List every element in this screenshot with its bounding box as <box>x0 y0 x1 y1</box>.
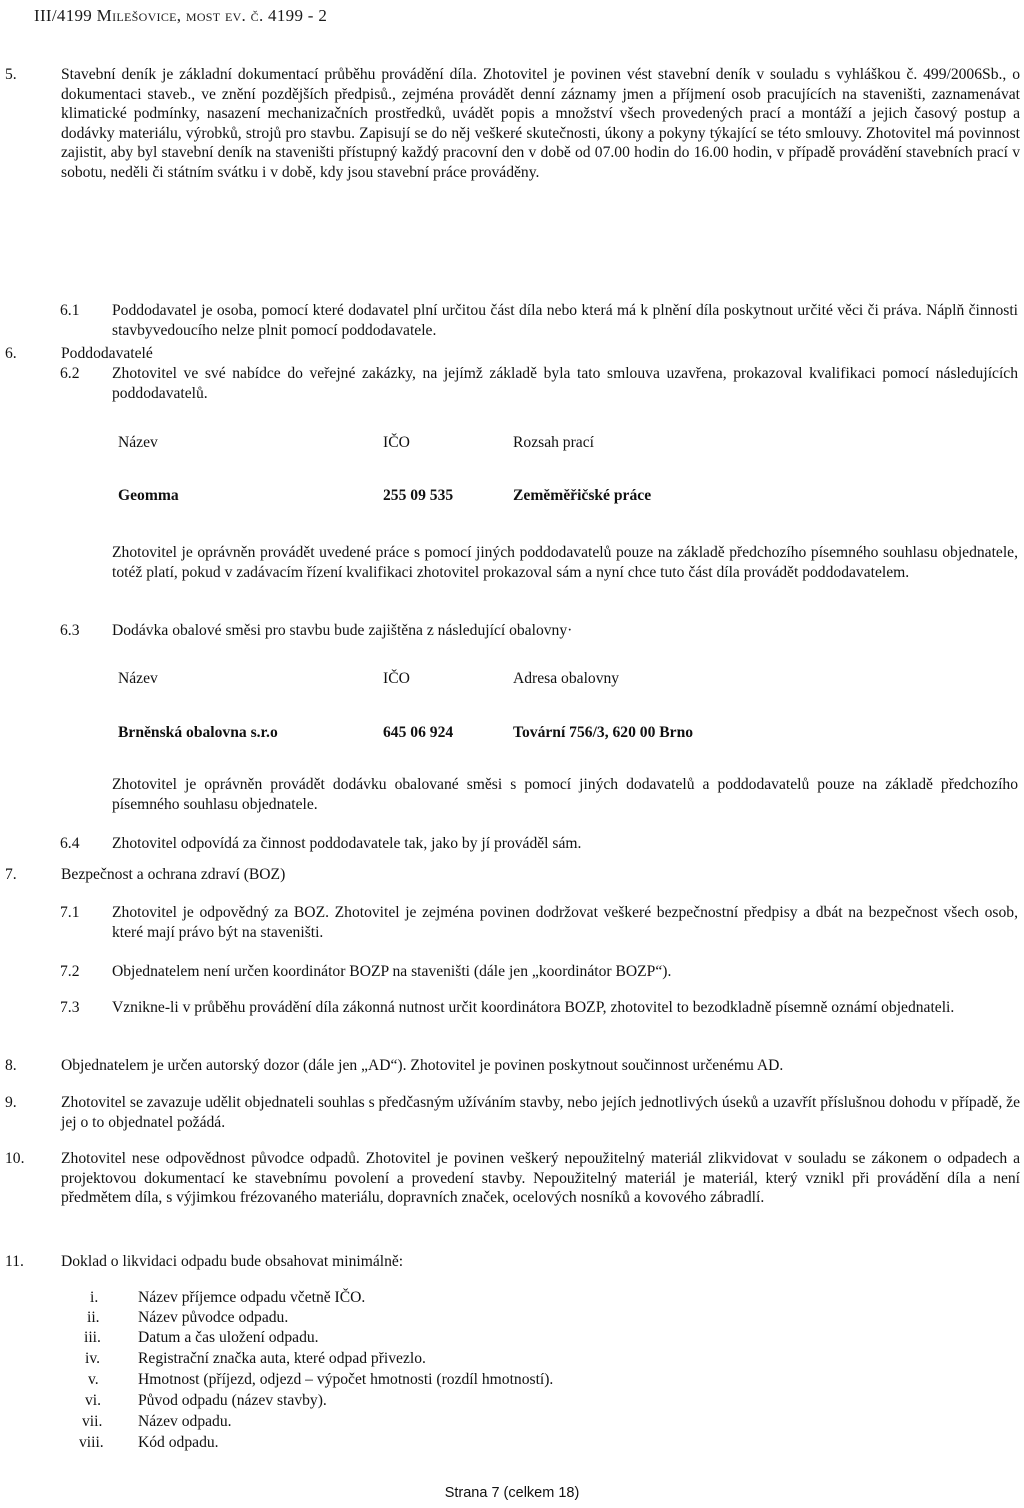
section-6-2-number: 6.2 <box>60 365 80 382</box>
list-item-number: vi. <box>85 1392 102 1409</box>
section-7-3-body: Vznikne-li v průběhu provádění díla zákonná nutnost určit koordinátora BOZP, zhotovitel to bezodkladně písemně oznámí objednateli. <box>112 999 955 1016</box>
table1-header-name: Název <box>118 434 158 451</box>
list-item-number: iii. <box>84 1329 101 1346</box>
section-6-2-body: Zhotovitel ve své nabídce do veřejné zakázky, na jejímž základě byla tato smlouva uzavřena, prokazoval kvalifikaci pomocí následujících poddodavatelů. <box>112 365 1018 402</box>
section-8-number: 8. <box>5 1057 17 1074</box>
list-item-text: Název odpadu. <box>138 1413 232 1430</box>
table2-header-ico: IČO <box>383 670 410 687</box>
list-item-text: Název příjemce odpadu včetně IČO. <box>138 1289 366 1306</box>
section-7-number: 7. <box>5 866 17 883</box>
section-9-number: 9. <box>5 1094 17 1111</box>
section-7-2-body: Objednatelem není určen koordinátor BOZP na staveništi (dále jen „koordinátor BOZP“). <box>112 963 672 980</box>
table2-header-address: Adresa obalovny <box>513 670 620 687</box>
list-item-number: i. <box>90 1289 99 1306</box>
section-6-1-number: 6.1 <box>60 302 80 319</box>
section-7-1-body: Zhotovitel je odpovědný za BOZ. Zhotovitel je zejména povinen dodržovat veškeré bezpečnostní předpisy a dbát na bezpečnost všech osob, které mají právo být na staveništi. <box>112 904 1018 941</box>
table2-cell-name: Brněnská obalovna s.r.o <box>118 724 278 741</box>
list-item-text: Datum a čas uložení odpadu. <box>138 1329 319 1346</box>
table2-cell-ico: 645 06 924 <box>383 724 454 741</box>
list-item-number: v. <box>88 1371 99 1388</box>
page-footer: Strana 7 (celkem 18) <box>444 1485 580 1501</box>
table1-header-ico: IČO <box>383 434 410 451</box>
section-6-3-number: 6.3 <box>60 622 80 639</box>
section-7-2-number: 7.2 <box>60 963 80 980</box>
section-11-number: 11. <box>5 1253 24 1270</box>
list-item-number: ii. <box>87 1309 100 1326</box>
list-item-text: Hmotnost (příjezd, odjezd – výpočet hmotnosti (rozdíl hmotností). <box>138 1371 554 1388</box>
list-item-number: viii. <box>79 1434 104 1451</box>
section-7-3-number: 7.3 <box>60 999 80 1016</box>
list-item-text: Registrační značka auta, které odpad přivezlo. <box>138 1350 426 1367</box>
section-6-number: 6. <box>5 345 17 362</box>
table1-header-scope: Rozsah prací <box>513 434 594 451</box>
section-8-body: Objednatelem je určen autorský dozor (dále jen „AD“). Zhotovitel je povinen poskytnout součinnost určenému AD. <box>61 1057 784 1074</box>
section-6-1-body: Poddodavatel je osoba, pomocí které dodavatel plní určitou část díla nebo která má k plnění díla poskytnout určité věci či práva. Náplň činnosti stavbyvedoucího nelze plnit pomocí poddodavatele. <box>112 302 1018 339</box>
list-item-text: Název původce odpadu. <box>138 1309 289 1326</box>
section-6-4-body: Zhotovitel odpovídá za činnost poddodavatele tak, jako by jí prováděl sám. <box>112 835 582 852</box>
section-7-title: Bezpečnost a ochrana zdraví (BOZ) <box>61 866 286 883</box>
table1-cell-name: Geomma <box>118 487 179 504</box>
section-5-body: Stavební deník je základní dokumentací průběhu provádění díla. Zhotovitel je povinen vést stavební deník v souladu s vyhláškou č. 499/2006Sb., o dokumentaci staveb., ve znění pozdějších předpisů., zejména provádět denní záznamy jmen a příjmení osob pracujících na staveništi, zaznamenávat klimatické podmínky, nasazení mechanizačních prostředků, uvádět popis a množství všech provedených prací a montáží a jejich časový postup a dodávky materiálu, výrobků, strojů pro stavbu. Zapisují se do něj veškeré skutečnosti, úkony a pokyny týkající se této smlouvy. Zhotovitel má povinnost zajistit, aby byl stavební deník na staveništi přístupný každý pracovní den v době od 07.00 hodin do 16.00 hodin, v případě provádění stavebních prací v sobotu, neděli či státním svátku i v době, kdy jsou stavební práce prováděny. <box>61 66 1020 181</box>
section-5-number: 5. <box>5 66 17 83</box>
section-9-body: Zhotovitel se zavazuje udělit objednateli souhlas s předčasným užíváním stavby, nebo jejích jednotlivých úseků a uzavřít příslušnou dohodu v případě, že jej o to objednatel požádá. <box>61 1094 1020 1131</box>
document-header: III/4199 Milešovice, most ev. č. 4199 - 2 <box>34 6 328 25</box>
section-6-3-body: Dodávka obalové směsi pro stavbu bude zajištěna z následující obalovny· <box>112 622 573 639</box>
table1-cell-ico: 255 09 535 <box>383 487 454 504</box>
section-6-4-number: 6.4 <box>60 835 80 852</box>
section-6-2-after: Zhotovitel je oprávněn provádět uvedené práce s pomocí jiných poddodavatelů pouze na základě předchozího písemného souhlasu objednatele, totéž platí, pokud v zadávacím řízení kvalifikaci zhotovitel prokazoval sám a nyní chce tuto část díla provádět poddodavatelem. <box>112 544 1018 581</box>
table2-cell-address: Tovární 756/3, 620 00 Brno <box>513 724 694 741</box>
list-item-number: vii. <box>82 1413 103 1430</box>
table1-cell-scope: Zeměměřičské práce <box>513 487 652 504</box>
section-10-number: 10. <box>5 1150 25 1167</box>
section-7-1-number: 7.1 <box>60 904 80 921</box>
section-6-title: Poddodavatelé <box>61 345 153 362</box>
list-item-text: Původ odpadu (název stavby). <box>138 1392 327 1409</box>
table2-header-name: Název <box>118 670 158 687</box>
section-10-body: Zhotovitel nese odpovědnost původce odpadů. Zhotovitel je povinen veškerý nepoužitelný materiál zlikvidovat v souladu se zákonem o odpadech a projektovou dokumentací ke stavebnímu povolení a provedení stavby. Nepoužitelný materiál je materiál, který vznikl při provádění díla a není předmětem díla, s výjimkou frézovaného materiálu, dopravních značek, ocelových nosníků a kovového zábradlí. <box>61 1150 1020 1206</box>
list-item-number: iv. <box>85 1350 101 1367</box>
section-11-body: Doklad o likvidaci odpadu bude obsahovat minimálně: <box>61 1253 404 1270</box>
list-item-text: Kód odpadu. <box>138 1434 219 1451</box>
section-6-3-after: Zhotovitel je oprávněn provádět dodávku obalované směsi s pomocí jiných dodavatelů a poddodavatelů pouze na základě předchozího písemného souhlasu objednatele. <box>112 776 1018 813</box>
